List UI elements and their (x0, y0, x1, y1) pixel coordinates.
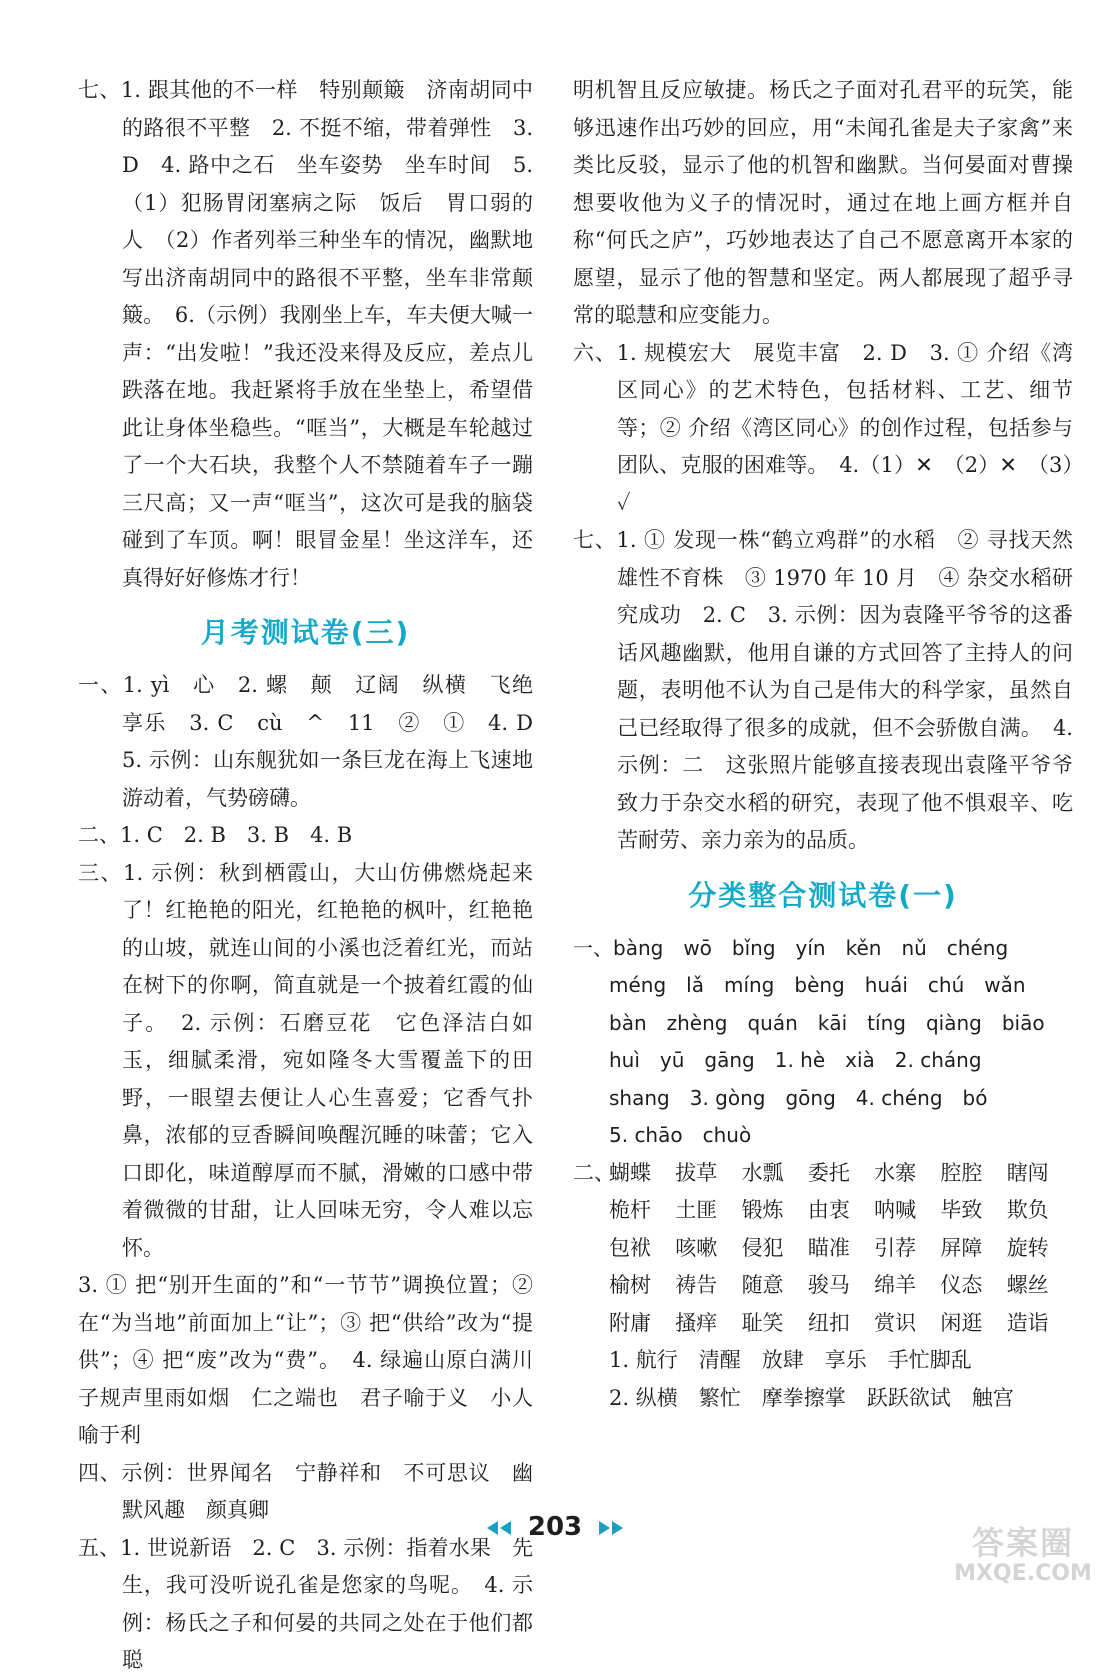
word-cell: 仪态 (940, 1273, 983, 1297)
answer-section-1: 一、1. yì 心 2. 螺 颠 辽阔 纵横 飞绝 享乐 3. C cù ^ 11 ② ① 4. D 5. 示例：山东舰犹如一条巨龙在海上飞速地游动着，气势磅礴。 (78, 673, 554, 810)
pinyin-line: bàn zhèng quán kāi tíng qiàng biāo (609, 1010, 1045, 1035)
word-row (573, 1192, 1073, 1230)
right-arrow-icon (612, 1521, 623, 1535)
word-cell: 瞄准 (807, 1235, 850, 1260)
word-cell: 腔腔 (940, 1160, 983, 1185)
watermark-url: MXQE.COM (954, 1561, 1092, 1586)
word-cell: 水瓢 (741, 1160, 784, 1185)
word-cell: 侵犯 (741, 1235, 784, 1260)
word-row (573, 1155, 1073, 1193)
pinyin-line: méng lǎ míng bèng huái chú wǎn (609, 973, 1026, 997)
answer-section-5: 五、1. 世说新语 2. C 3. 示例：指着水果 先生，我可没听说孔雀是您家的鸟呢。 4. 示例：杨氏之子和何晏的共同之处在于他们都聪 (78, 1535, 533, 1672)
word-cell: 桅杆 (609, 1198, 651, 1222)
word-cell: 纽扣 (807, 1310, 850, 1335)
word-cell: 拔草 (675, 1160, 718, 1185)
word-cell: 赏识 (874, 1310, 917, 1335)
answer-section-5-cont: 明机智且反应敏捷。杨氏之子面对孔君平的玩笑，能够迅速作出巧妙的回应，用“未闻孔雀是夫子家禽”来类比反驳，显示了他的机智和幽默。当何晏面对曹操想要收他为义子的情况时，通过在地上画方框并自称“何氏之庐”，巧妙地表达了自己不愿意离开本家的愿望，显示了他的智慧和坚定。两人都展现了超乎寻常的聪慧和应变能力。 (573, 78, 1073, 327)
word-cell: 骏马 (807, 1273, 850, 1297)
word-cell: 欺负 (1006, 1198, 1049, 1222)
left-arrow-icon (487, 1521, 498, 1535)
answer-section-3-cont: 3. ① 把“别开生面的”和“一节节”调换位置；② 在“为当地”前面加上“让”；③ 把“供给”改为“提供”；④ 把“废”改为“费”。 4. 绿遍山原白满川 子规声里雨如烟 仁之端也 君子喻于义 小人喻于利 (78, 1273, 554, 1447)
answer-section-7: 七、1. 跟其他的不一样 特别颠簸 济南胡同中的路很不平整 2. 不挺不缩，带着弹性 3. D 4. 路中之石 坐车姿势 坐车时间 5.（1）犯肠胃闭塞病之际 饭后 胃口弱的人 （2）作者列举三种坐车的情况，幽默地写出济南胡同中的路很不平整，坐车非常颠簸。 6.（示例）我刚坐上车，车夫便大喊一声：“出发啦！”我还没来得及反应，差点儿跌落在地。我赶紧将手放在坐垫上，希望借此让身体坐稳些。“哐当”，大概是车轮越过了一个大石块，我整个人不禁随着车子一蹦三尺高；又一声“哐当”，这次可是我的脑袋碰到了车顶。啊！眼冒金星！坐这洋车，还真得好好修炼才行！ (78, 78, 533, 590)
section-title-category-test-1: 分类整合测试卷(一) (688, 878, 958, 912)
word-cell: 附庸 (609, 1310, 651, 1335)
word-cell: 引荐 (874, 1235, 917, 1260)
word-cell: 随意 (741, 1273, 784, 1297)
word-cell: 呐喊 (874, 1198, 917, 1222)
word-cell: 锻炼 (741, 1198, 784, 1222)
word-cell: 屏障 (940, 1235, 983, 1260)
pinyin-block (573, 930, 1073, 1155)
answer-line-2: 2. 纵横 繁忙 摩拳擦掌 跃跃欲试 触宫 (609, 1385, 1014, 1410)
word-cell: 榆树 (609, 1273, 651, 1297)
answer-section-7b: 七、1. ① 发现一株“鹤立鸡群”的水稻 ② 寻找天然雄性不育株 ③ 1970 年 10 月 ④ 杂交水稻研究成功 2. C 3. 示例：因为袁隆平爷爷的这番话风趣幽默，他用自谦的方式回答了主持人的问题，表明他不认为自己是伟大的科学家，虽然自己已经取得了很多的成就，但不会骄傲自满。 4. 示例：二 这张照片能够直接表现出袁隆平爷爷致力于杂交水稻的研究，表现了他不惧艰辛、吃苦耐劳、亲力亲为的品质。 (573, 528, 1073, 852)
word-cell: 土匪 (675, 1198, 718, 1222)
answer-section-2: 二、1. C 2. B 3. B 4. B (78, 823, 353, 847)
word-row-lead (573, 1267, 609, 1305)
left-arrow-icon (500, 1521, 511, 1535)
section-title-monthly-test-3: 月考测试卷(三) (200, 616, 411, 649)
pinyin-line: shang 3. gòng gōng 4. chéng bó (609, 1085, 988, 1110)
answer-section-4: 四、示例：世界闻名 宁静祥和 不可思议 幽默风趣 颜真卿 (78, 1460, 533, 1522)
word-cell: 由衷 (807, 1198, 850, 1222)
word-cell: 旋转 (1006, 1235, 1049, 1260)
word-cell: 包袱 (609, 1235, 651, 1260)
word-cell: 绵羊 (874, 1273, 917, 1297)
word-row-lead (573, 1192, 609, 1230)
word-cell: 祷告 (675, 1273, 718, 1297)
answer-section-6: 六、1. 规模宏大 展览丰富 2. D 3. ① 介绍《湾区同心》的艺术特色，包括材料、工艺、细节等；② 介绍《湾区同心》的创作过程，包括参与团队、克服的困难等。 4.（1）✕ （2）✕ （3）✓ (573, 340, 1073, 515)
word-row-lead: 二、 (573, 1160, 615, 1185)
word-row-lead (573, 1230, 609, 1268)
word-cell: 毕致 (940, 1198, 983, 1222)
right-arrow-icon (599, 1521, 610, 1535)
word-cell: 委托 (807, 1160, 850, 1185)
word-row (573, 1230, 1073, 1268)
word-grid (573, 1155, 1073, 1343)
pinyin-line: 一、bàng wō bǐng yín kěn nǔ chéng (573, 935, 1009, 960)
word-cell: 闲逛 (940, 1310, 983, 1335)
word-cell: 瞎闯 (1006, 1160, 1049, 1185)
page-number: 203 (527, 1512, 583, 1542)
word-cell: 水寨 (874, 1160, 917, 1185)
left-column (78, 72, 554, 1680)
answer-line-1: 1. 航行 清醒 放肆 享乐 手忙脚乱 (609, 1348, 972, 1372)
pinyin-line: huì yū gāng 1. hè xià 2. cháng (609, 1048, 982, 1072)
pinyin-line: 5. chāo chuò (609, 1123, 752, 1147)
watermark-title: 答案圈 (971, 1524, 1074, 1562)
word-row-lead (573, 1305, 609, 1343)
word-cell: 螺丝 (1006, 1273, 1049, 1297)
word-cell: 造诣 (1006, 1310, 1049, 1335)
word-cell: 搔痒 (675, 1310, 718, 1335)
word-row (573, 1305, 1073, 1343)
word-row (573, 1267, 1073, 1305)
page-footer (0, 1512, 1110, 1542)
word-cell: 蝴蝶 (609, 1160, 651, 1185)
right-column (573, 72, 1073, 1417)
answer-section-3: 三、1. 示例：秋到栖霞山，大山仿佛燃烧起来了！红艳艳的阳光，红艳艳的枫叶，红艳艳的山坡，就连山间的小溪也泛着红光，而站在树下的你啊，简直就是一个披着红霞的仙子。 2. 示例：石磨豆花 它色泽洁白如玉，细腻柔滑，宛如隆冬大雪覆盖下的田野，一眼望去便让人心生喜爱；它香气扑鼻，浓郁的豆香瞬间唤醒沉睡的味蕾；它入口即化，味道醇厚而不腻，滑嫩的口感中带着微微的甘甜，让人回味无穷，令人难以忘怀。 (78, 860, 533, 1260)
word-cell: 耻笑 (741, 1310, 784, 1335)
word-cell: 咳嗽 (675, 1235, 718, 1260)
watermark-logo (948, 1525, 1098, 1591)
